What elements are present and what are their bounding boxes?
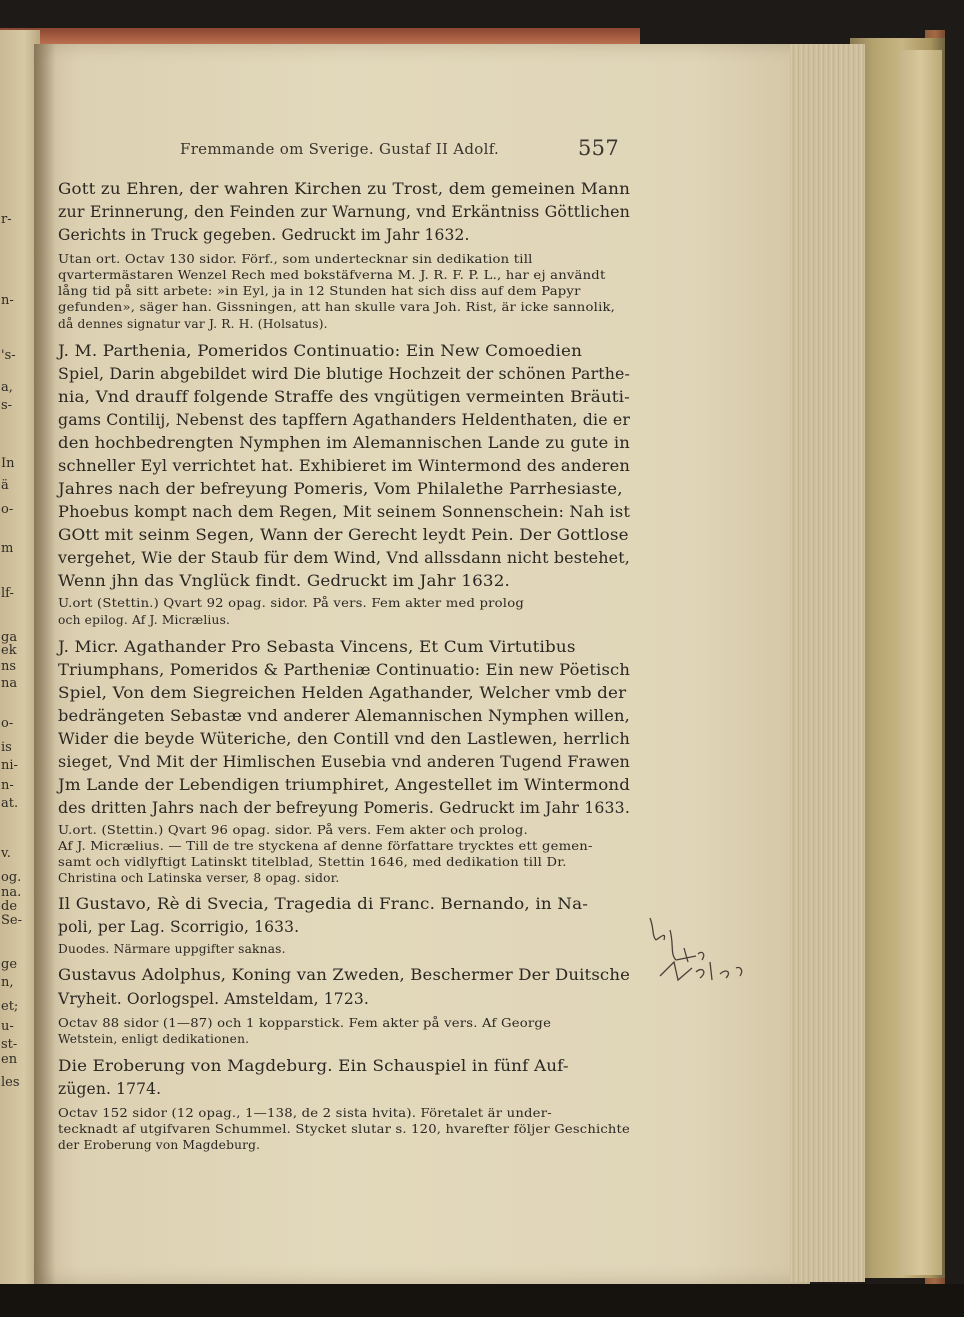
text-line: Vryheit. Oorlogspel. Amsteldam, 1723. bbox=[58, 990, 369, 1008]
margin-fragment: en bbox=[1, 1052, 18, 1067]
margin-fragment: ni- bbox=[1, 758, 18, 773]
margin-fragment: lf- bbox=[1, 586, 14, 601]
handwritten-annotation bbox=[640, 910, 760, 990]
note-line: U.ort. (Stettin.) Qvart 96 opag. sidor. På vers. Fem akter och prolog. bbox=[58, 823, 528, 837]
text-line: Gustavus Adolphus, Koning van Zweden, Beschermer Der Duitsche bbox=[58, 966, 630, 984]
text-line: Die Eroberung von Magdeburg. Ein Schauspiel in fünf Auf- bbox=[58, 1057, 569, 1075]
margin-fragment: et; bbox=[1, 999, 19, 1014]
margin-fragment: ns bbox=[1, 659, 17, 674]
text-line: Spiel, Von dem Siegreichen Helden Agathander, Welcher vmb der bbox=[58, 684, 627, 702]
note-line: Christina och Latinska verser, 8 opag. sidor. bbox=[58, 871, 340, 885]
note-line: Af J. Micrælius. — Till de tre styckena af denne författare trycktes ett gemen- bbox=[58, 839, 593, 853]
text-line: Triumphans, Pomeridos & Partheniæ Continuatio: Ein new Pöetisch bbox=[58, 661, 630, 679]
margin-fragment: v. bbox=[1, 846, 11, 861]
text-line: vergehet, Wie der Staub für dem Wind, Vnd allssdann nicht bestehet, bbox=[58, 549, 630, 567]
margin-fragment: at. bbox=[1, 796, 19, 811]
running-title: Fremmande om Sverige. Gustaf II Adolf. bbox=[180, 140, 500, 158]
note-line: då dennes signatur var J. R. H. (Holsatus). bbox=[58, 317, 328, 331]
page-gutter-shadow bbox=[34, 44, 56, 1284]
note-line: U.ort (Stettin.) Qvart 92 opag. sidor. På vers. Fem akter med prolog bbox=[58, 596, 525, 610]
margin-fragment: na. bbox=[1, 885, 22, 900]
margin-fragment: og. bbox=[1, 870, 22, 885]
note-line: Utan ort. Octav 130 sidor. Förf., som undertecknar sin dedikation till bbox=[58, 252, 533, 266]
running-header bbox=[180, 136, 620, 160]
text-line: Il Gustavo, Rè di Svecia, Tragedia di Franc. Bernando, in Na- bbox=[58, 895, 589, 913]
margin-fragment: 's- bbox=[1, 348, 16, 363]
margin-fragment: o- bbox=[1, 502, 14, 517]
margin-fragment: m bbox=[1, 541, 14, 556]
margin-fragment: n- bbox=[1, 778, 14, 793]
book-board-edge bbox=[900, 50, 942, 1275]
text-line: zügen. 1774. bbox=[58, 1080, 162, 1098]
text-line: Wider die beyde Wüteriche, den Contill vnd den Lastlewen, herrlich bbox=[58, 730, 630, 748]
margin-fragment: u- bbox=[1, 1019, 14, 1034]
page-stack-edge bbox=[790, 44, 865, 1282]
margin-fragment: a, bbox=[1, 380, 13, 395]
margin-fragment: ga bbox=[1, 630, 18, 645]
text-line: Phoebus kompt nach dem Regen, Mit seinem Sonnenschein: Nah ist bbox=[58, 503, 630, 521]
margin-fragment: Se- bbox=[1, 913, 22, 928]
margin-fragment: st- bbox=[1, 1037, 18, 1052]
margin-fragment: na bbox=[1, 676, 18, 691]
text-line: GOtt mit seinm Segen, Wann der Gerecht leydt Pein. Der Gottlose bbox=[58, 526, 629, 544]
margin-fragment: de bbox=[1, 899, 18, 914]
text-line: zur Erinnerung, den Feinden zur Warnung, vnd Erkäntniss Göttlichen bbox=[58, 203, 630, 221]
text-line: den hochbedrengten Nymphen im Alemannischen Lande zu gute in bbox=[58, 434, 630, 452]
note-line: Octav 152 sidor (12 opag., 1—138, de 2 sista hvita). Företalet är under- bbox=[58, 1106, 552, 1120]
text-line: nia, Vnd drauff folgende Straffe des vngütigen vermeinten Bräuti- bbox=[58, 388, 630, 406]
note-line: der Eroberung von Magdeburg. bbox=[58, 1138, 261, 1152]
text-line: sieget, Vnd Mit der Himlischen Eusebia vnd anderen Tugend Frawen bbox=[58, 753, 630, 771]
margin-fragment: les bbox=[1, 1075, 20, 1090]
text-line: Spiel, Darin abgebildet wird Die blutige Hochzeit der schönen Parthe- bbox=[58, 365, 630, 383]
text-line: des dritten Jahrs nach der befreyung Pomeris. Gedruckt im Jahr 1633. bbox=[58, 799, 630, 817]
text-line: Jm Lande der Lebendigen triumphiret, Angestellet im Wintermond bbox=[58, 776, 630, 794]
text-line: Gerichts in Truck gegeben. Gedruckt im Jahr 1632. bbox=[58, 226, 470, 244]
note-line: och epilog. Af J. Micrælius. bbox=[58, 613, 231, 627]
scan-bottom-strip bbox=[0, 1284, 964, 1317]
note-line: tecknadt af utgifvaren Schummel. Stycket slutar s. 120, hvarefter följer Geschichte bbox=[58, 1122, 630, 1136]
note-line: Wetstein, enligt dedikationen. bbox=[58, 1032, 250, 1046]
note-line: qvartermästaren Wenzel Rech med bokstäfverna M. J. R. F. P. L., har ej användt bbox=[58, 268, 606, 282]
note-line: Duodes. Närmare uppgifter saknas. bbox=[58, 942, 286, 956]
margin-fragment: s- bbox=[1, 398, 13, 413]
margin-fragment: n, bbox=[1, 975, 14, 990]
text-line: J. M. Parthenia, Pomeridos Continuatio: Ein New Comoedien bbox=[58, 342, 583, 360]
note-line: Octav 88 sidor (1—87) och 1 kopparstick. Fem akter på vers. Af George bbox=[58, 1016, 552, 1030]
margin-fragment: o- bbox=[1, 716, 14, 731]
text-line: Gott zu Ehren, der wahren Kirchen zu Trost, dem gemeinen Mann bbox=[58, 180, 630, 198]
margin-fragment: ä bbox=[1, 478, 9, 493]
text-line: Jahres nach der befreyung Pomeris, Vom Philalethe Parrhesiaste, bbox=[58, 480, 623, 498]
text-line: bedrängeten Sebastæ vnd anderer Alemannischen Nymphen willen, bbox=[58, 707, 630, 725]
text-line: schneller Eyl verrichtet hat. Exhibieret im Wintermond des anderen bbox=[58, 457, 630, 475]
text-line: J. Micr. Agathander Pro Sebasta Vincens, Et Cum Virtutibus bbox=[58, 638, 576, 656]
margin-fragment: is bbox=[1, 740, 12, 755]
page-number: 557 bbox=[578, 136, 619, 160]
text-line: gams Contilij, Nebenst des tapffern Agathanders Heldenthaten, die er bbox=[58, 411, 630, 429]
note-line: lång tid på sitt arbete: »in Eyl, ja in 12 Stunden hat sich diss auf dem Papyr bbox=[58, 284, 581, 298]
text-line: poli, per Lag. Scorrigio, 1633. bbox=[58, 918, 300, 936]
margin-fragment: ge bbox=[1, 957, 18, 972]
text-line: Wenn jhn das Vnglück findt. Gedruckt im Jahr 1632. bbox=[58, 572, 511, 590]
margin-fragment: In bbox=[1, 456, 15, 471]
margin-fragment: r- bbox=[1, 212, 12, 227]
note-line: gefunden», säger han. Gissningen, att han skulle vara Joh. Rist, är icke sannolik, bbox=[58, 300, 616, 314]
margin-fragment: n- bbox=[1, 293, 14, 308]
note-line: samt och vidlyftigt Latinskt titelblad, Stettin 1646, med dedikation till Dr. bbox=[58, 855, 567, 869]
margin-fragment: ek bbox=[1, 643, 17, 658]
